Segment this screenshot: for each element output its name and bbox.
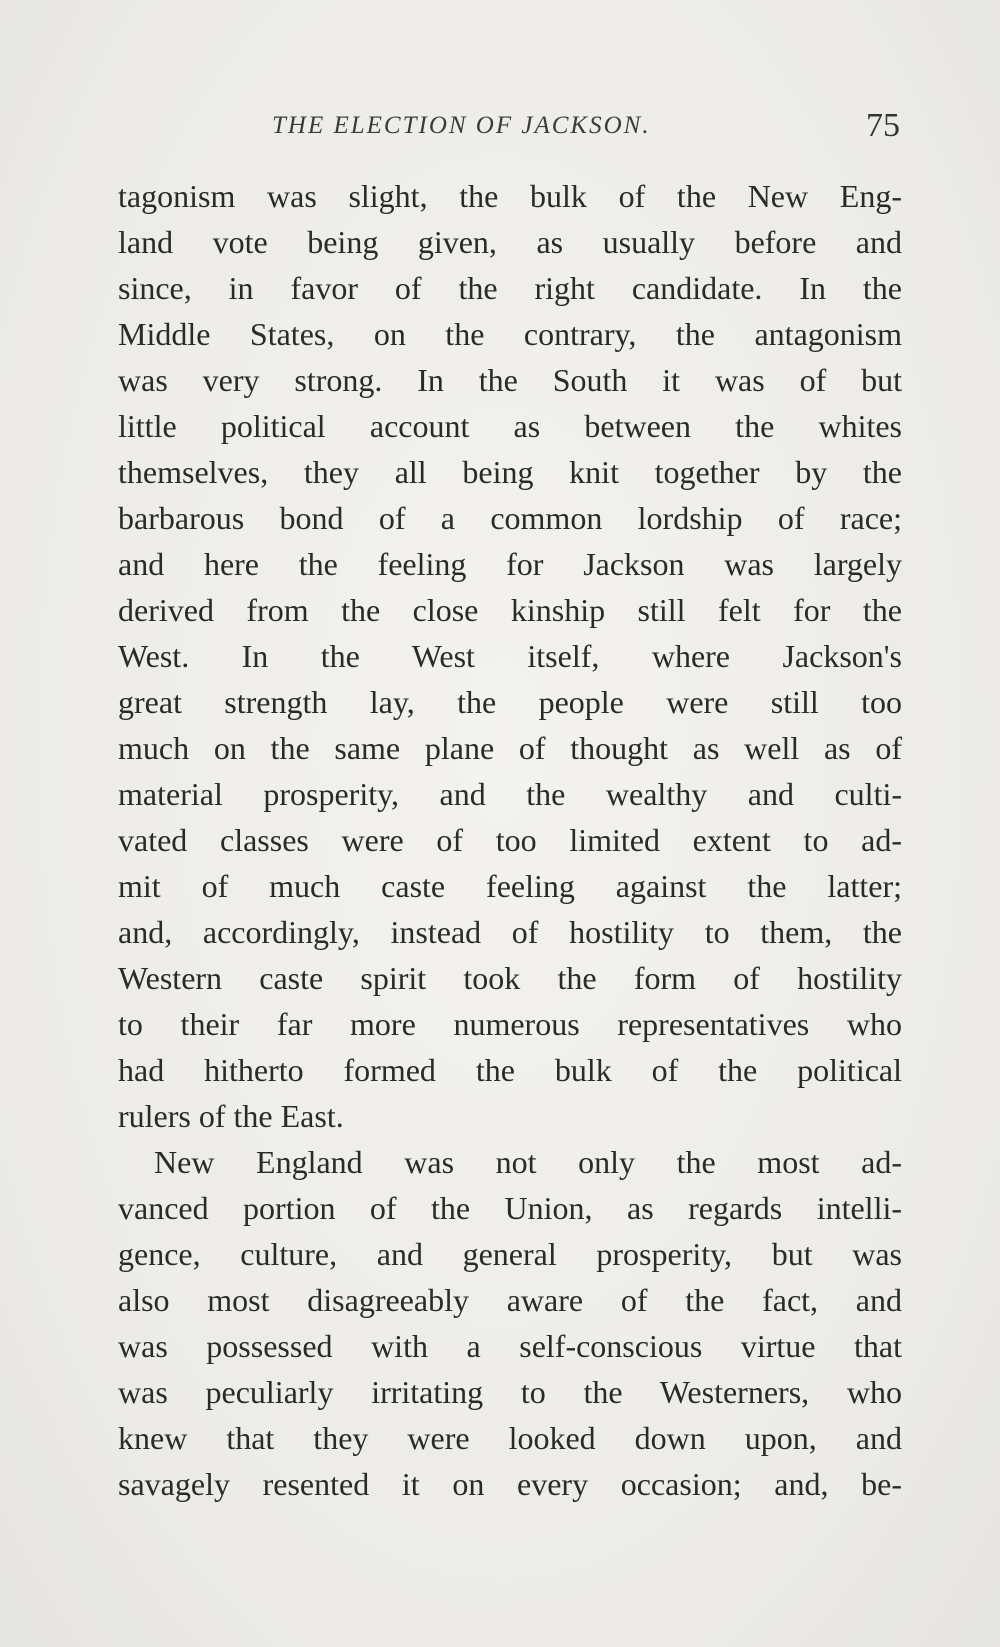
text-line: much on the same plane of thought as well as of [118, 730, 902, 766]
text-line: Middle States, on the contrary, the antagonism [118, 316, 902, 352]
text-line: tagonism was slight, the bulk of the New Eng- [118, 178, 902, 214]
text-line: themselves, they all being knit together by the [118, 454, 902, 490]
text-line: had hitherto formed the bulk of the political [118, 1052, 902, 1088]
text-line: savagely resented it on every occasion; and, be- [118, 1466, 902, 1502]
text-line: barbarous bond of a common lordship of race; [118, 500, 902, 536]
text-line: rulers of the East. [118, 1098, 344, 1134]
text-line: also most disagreeably aware of the fact, and [118, 1282, 902, 1318]
text-line: mit of much caste feeling against the latter; [118, 868, 902, 904]
page-number: 75 [866, 107, 900, 144]
text-line: material prosperity, and the wealthy and culti- [118, 776, 902, 812]
text-line: and here the feeling for Jackson was largely [118, 546, 902, 582]
text-line: vanced portion of the Union, as regards intelli- [118, 1190, 902, 1226]
text-line: was very strong. In the South it was of but [118, 362, 902, 398]
body-text [118, 173, 902, 1507]
paragraph [118, 1139, 902, 1507]
text-line: since, in favor of the right candidate. In the [118, 270, 902, 306]
text-line: vated classes were of too limited extent to ad- [118, 822, 902, 858]
paragraph [118, 173, 902, 1139]
text-line: knew that they were looked down upon, and [118, 1420, 902, 1456]
text-line: West. In the West itself, where Jackson's [118, 638, 902, 674]
text-line: gence, culture, and general prosperity, but was [118, 1236, 902, 1272]
text-line: to their far more numerous representatives who [118, 1006, 902, 1042]
page-header [120, 104, 900, 148]
text-line: derived from the close kinship still felt for the [118, 592, 902, 628]
text-line: land vote being given, as usually before and [118, 224, 902, 260]
text-line: Western caste spirit took the form of hostility [118, 960, 902, 996]
text-line: and, accordingly, instead of hostility to them, the [118, 914, 902, 950]
text-line: was possessed with a self-conscious virtue that [118, 1328, 902, 1364]
running-title: THE ELECTION OF JACKSON. [272, 112, 651, 139]
text-line: great strength lay, the people were still too [118, 684, 902, 720]
text-line: was peculiarly irritating to the Westerners, who [118, 1374, 902, 1410]
text-line: New England was not only the most ad- [154, 1144, 902, 1180]
text-line: little political account as between the whites [118, 408, 902, 444]
